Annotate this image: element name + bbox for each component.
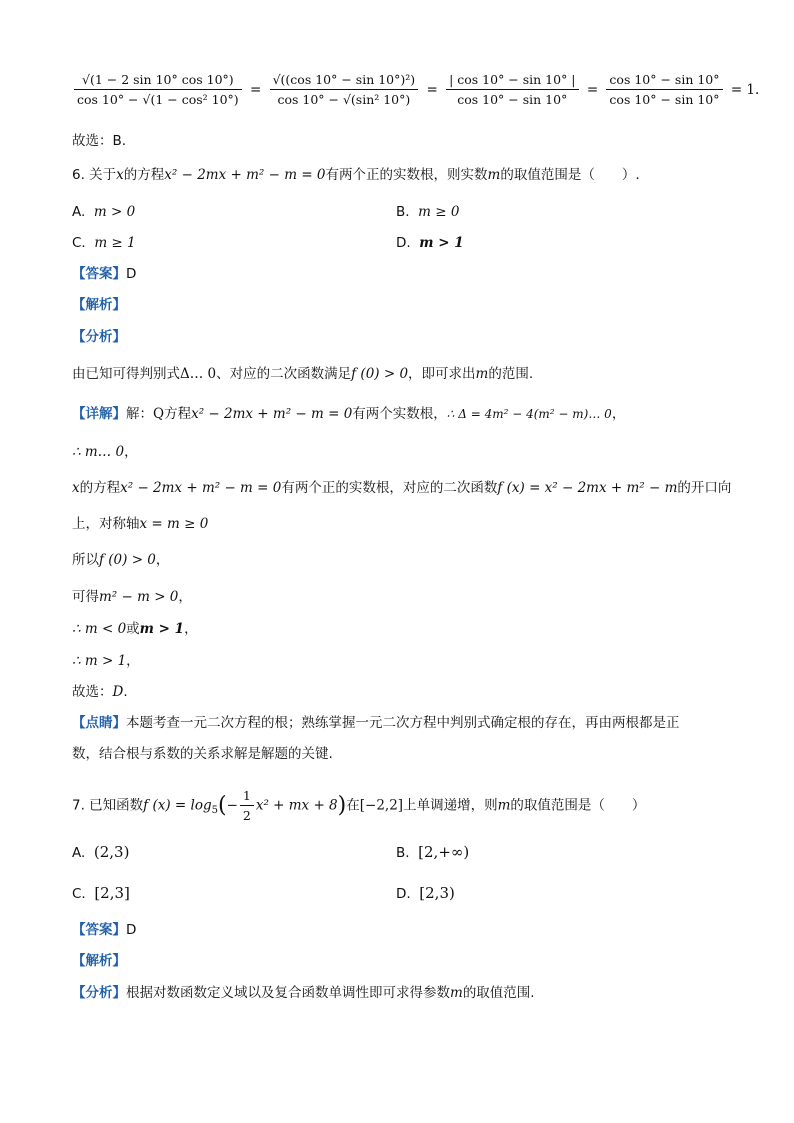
equals-sign: = [249,81,262,98]
q6-option-d: D. m > 1 [396,235,464,251]
equals-sign: = [586,81,599,98]
q6-detail-line-6: 可得m² − m > 0， [72,589,192,605]
q6-detail-line-1: 【详解】解：Q方程x² − 2mx + m² − m = 0有两个实数根，∴ Δ = 4m² − 4(m² − m)… 0， [72,406,626,422]
q6-answer: 【答案】D [72,266,137,282]
q7-stem: 7. 已知函数f $(x) = \log_5(-$ $\frac{1}{2}$ x² + mx + 8)在[−2,2]上单调递增，则m的取值范围是（ ） [72,788,646,823]
q7-option-b: B. [2,+∞) [396,843,470,861]
q6-jiexi-heading: 【解析】 [72,297,126,313]
q6-detail-line-5: 所以f (0) > 0， [72,552,170,568]
fraction-3 [446,72,578,107]
q6-dianjing-line-1: 【点睛】本题考查一元二次方程的根；熟练掌握一元二次方程中判别式确定根的存在，再由两根都是正 [72,715,680,731]
right-paren: ) [337,793,347,818]
q6-equation: x² − 2mx + m² − m = 0 [164,167,326,183]
q6-dianjing-line-2: 数，结合根与系数的关系求解是解题的关键. [72,746,333,762]
q6-detail-line-3: x的方程x² − 2mx + m² − m = 0有两个正的实数根，对应的二次函数f (x) = x² − 2mx + m² − m的开口向 [72,480,732,496]
q6-option-b: B. m ≥ 0 [396,204,460,220]
q7-option-c: C. [2,3] [72,884,130,902]
q6-detail-line-2: ∴ m… 0， [72,444,138,460]
fraction-1-numerator: √(1 − 2 sin 10° cos 10°) [74,72,242,90]
equals-sign: = [426,81,438,98]
formula-line [72,72,761,107]
fraction-2 [270,72,419,107]
fraction-4 [606,72,722,107]
q6-option-a: A. m > 0 [72,204,136,220]
fraction-2-numerator: √((cos 10° − sin 10°)²) [270,72,419,90]
left-paren: ( [217,793,227,818]
q7-fraction: $\frac{1}{2}$ [240,788,254,823]
q7-option-a: A. (2,3) [72,843,130,861]
q6-fenxi-text: 由已知可得判别式Δ… 0、对应的二次函数满足f (0) > 0，即可求出m的范围. [72,366,534,382]
fraction-4-numerator: cos 10° − sin 10° [606,72,722,90]
q6-stem: 6. 关于x的方程x² − 2mx + m² − m = 0有两个正的实数根，则实数m的取值范围是（ ）. [72,167,640,183]
fraction-2-denominator: cos 10° − √(sin² 10°) [277,92,411,107]
formula-result: = 1. [730,81,760,98]
previous-answer: 故选：B. [72,133,127,149]
q6-detail-line-4: 上，对称轴x = m ≥ 0 [72,516,209,532]
q6-detail-line-7: ∴ m < 0或m > 1， [72,621,198,637]
q6-detail-line-8: ∴ m > 1， [72,653,140,669]
q7-jiexi-heading: 【解析】 [72,953,126,969]
fraction-1 [74,72,242,107]
q6-final-choice: 故选：D. [72,684,128,700]
q7-answer: 【答案】D [72,922,137,938]
q6-fenxi-heading: 【分析】 [72,329,126,345]
fraction-3-numerator: | cos 10° − sin 10° | [446,72,578,90]
fraction-3-denominator: cos 10° − sin 10° [457,92,568,107]
q7-option-d: D. [2,3) [396,884,455,902]
fraction-1-denominator: cos 10° − √(1 − cos² 10°) [77,92,239,107]
q6-option-c: C. m ≥ 1 [72,235,136,251]
fraction-4-denominator: cos 10° − sin 10° [609,92,720,107]
q7-fenxi-text: 【分析】根据对数函数定义域以及复合函数单调性即可求得参数m的取值范围. [72,985,535,1001]
